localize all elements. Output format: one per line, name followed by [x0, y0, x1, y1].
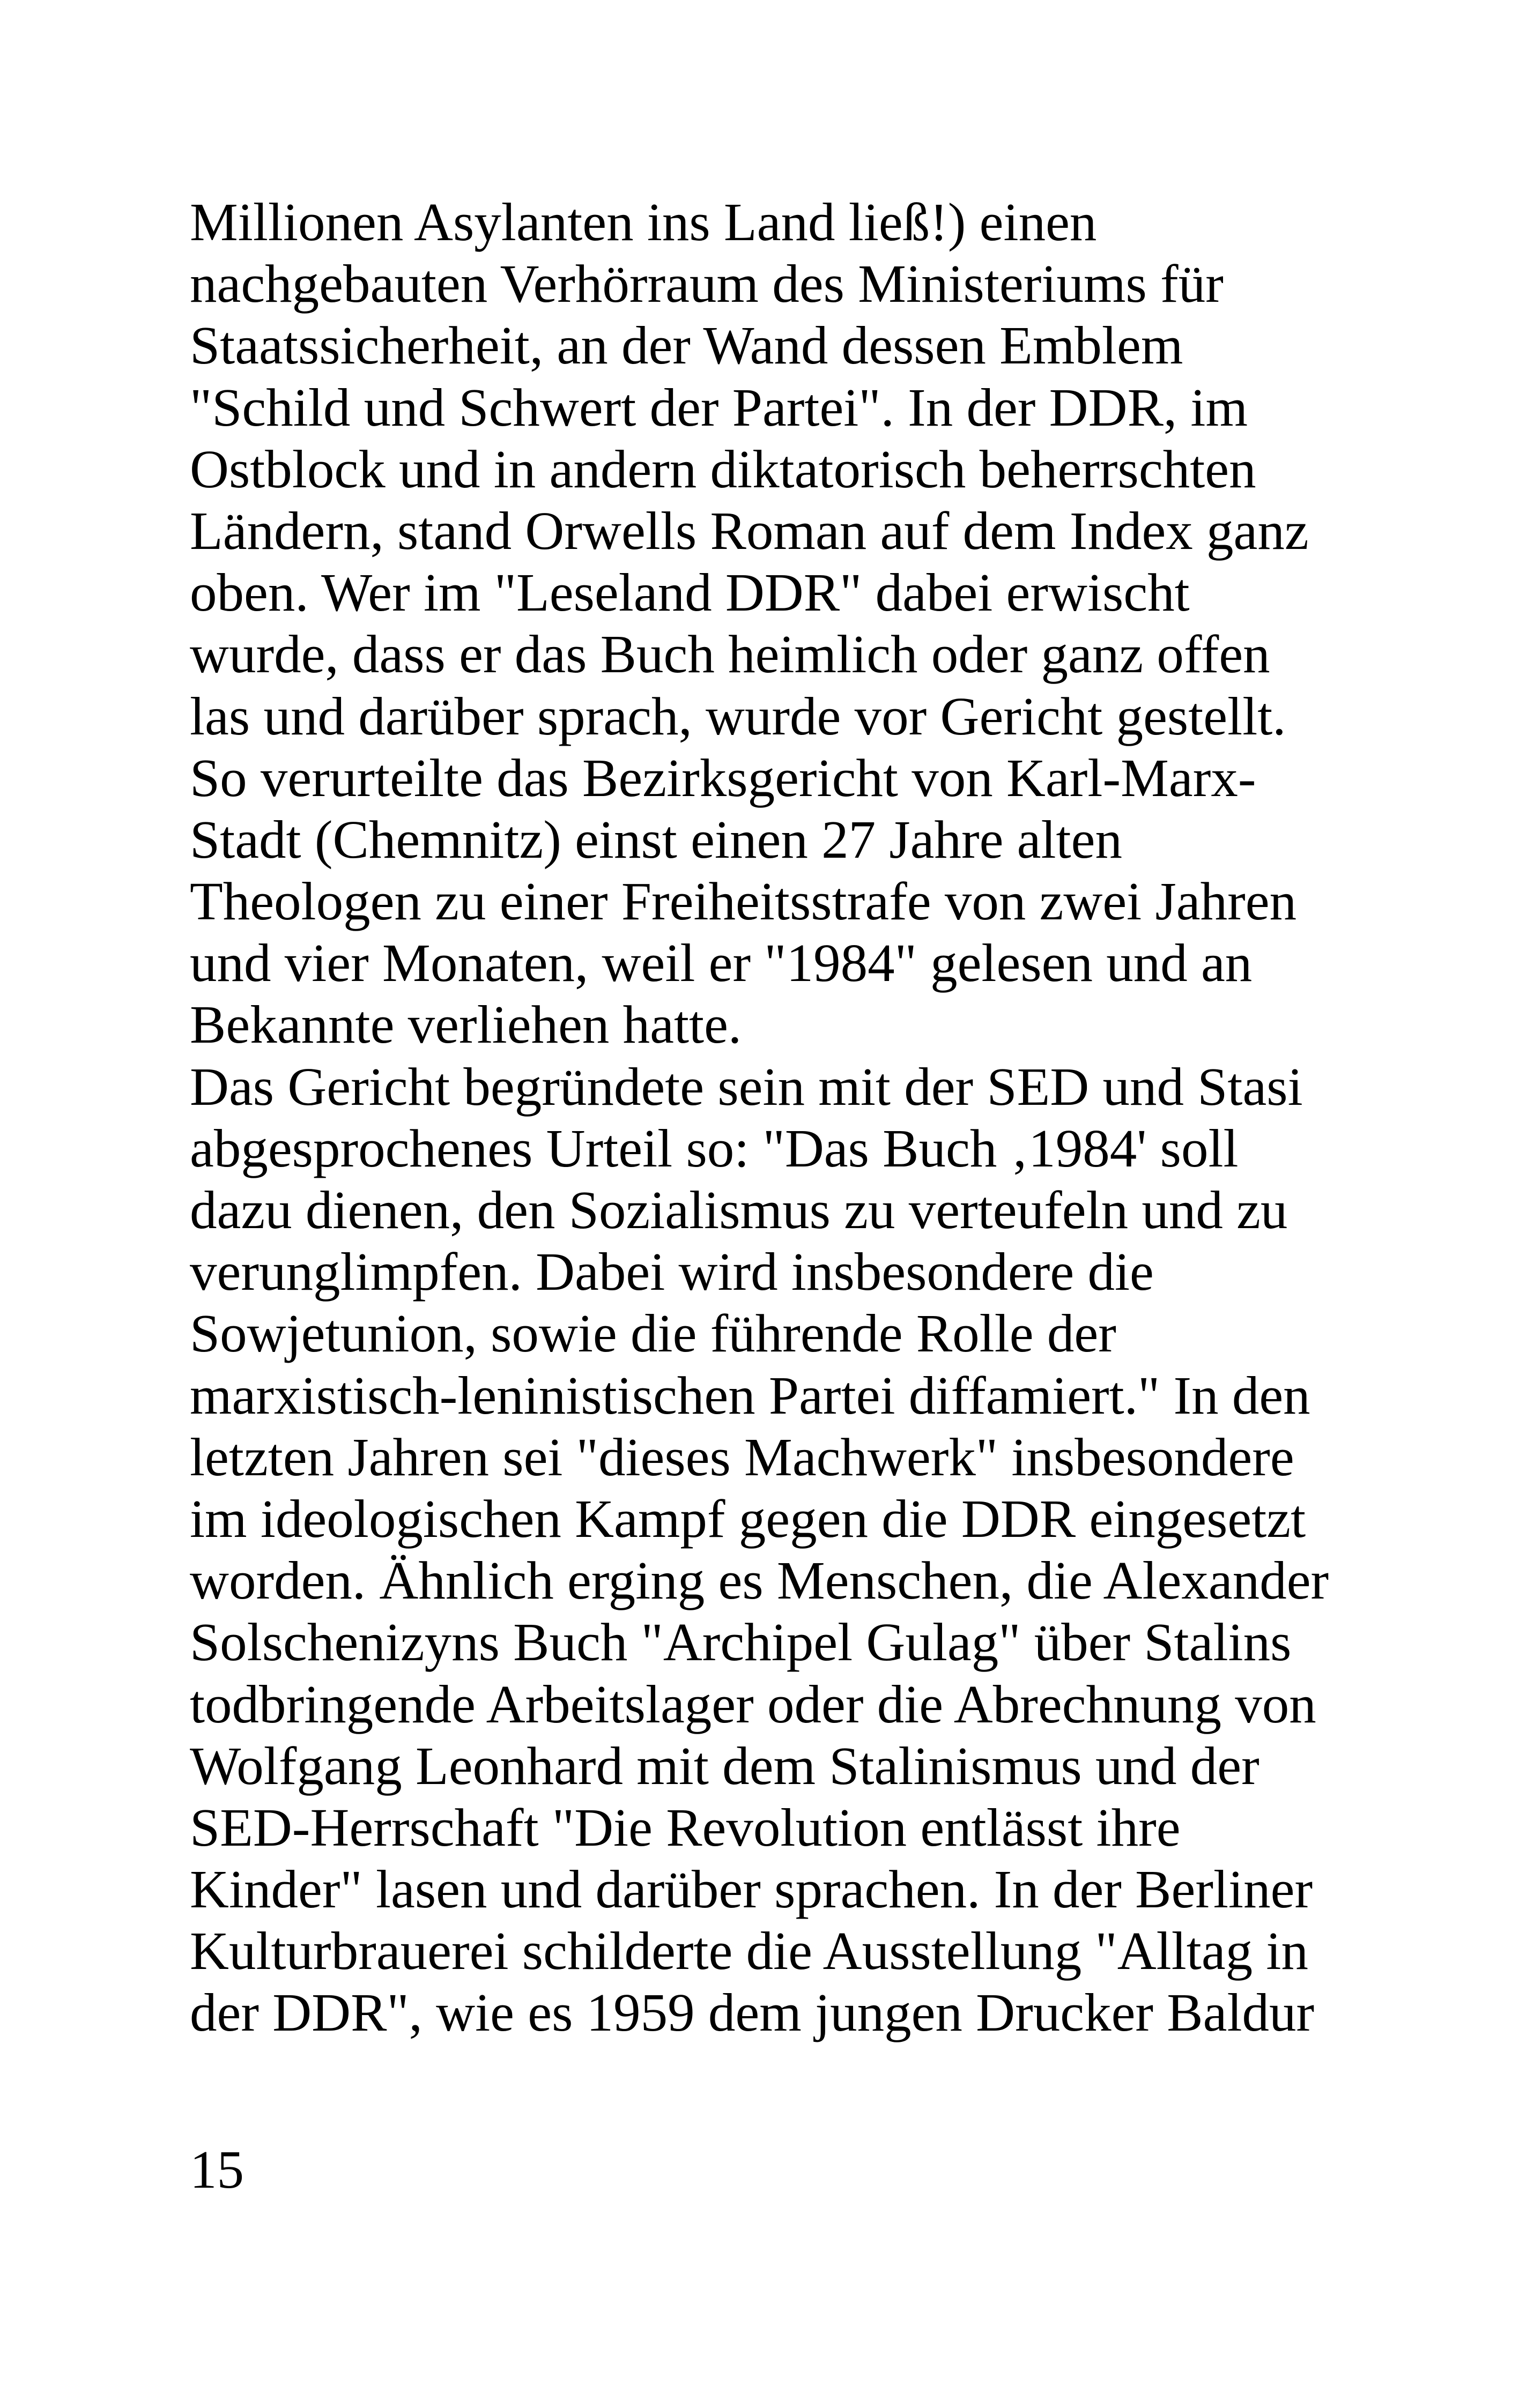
text-line: marxistisch-leninistischen Partei diffamiert." In den: [190, 1365, 1310, 1425]
text-line: abgesprochenes Urteil so: "Das Buch ‚1984' soll: [190, 1118, 1239, 1178]
text-line: "Schild und Schwert der Partei". In der DDR, im: [190, 377, 1248, 437]
text-line: oben. Wer im "Leseland DDR" dabei erwischt: [190, 562, 1190, 623]
text-line: worden. Ähnlich erging es Menschen, die Alexander: [190, 1550, 1329, 1611]
text-line: Ländern, stand Orwells Roman auf dem Index ganz: [190, 500, 1309, 561]
text-line: und vier Monaten, weil er "1984" gelesen und an: [190, 933, 1253, 993]
text-line: Kinder" lasen und darüber sprachen. In der Berliner: [190, 1859, 1313, 1920]
text-line: nachgebauten Verhörraum des Ministeriums für: [190, 254, 1224, 314]
text-line: Theologen zu einer Freiheitsstrafe von zwei Jahren: [190, 871, 1297, 932]
text-line: wurde, dass er das Buch heimlich oder ganz offen: [190, 624, 1270, 685]
text-line: der DDR", wie es 1959 dem jungen Drucker Baldur: [190, 1982, 1315, 2043]
page-number: 15: [190, 2139, 244, 2199]
text-line: Sowjetunion, sowie die führende Rolle der: [190, 1303, 1116, 1364]
text-line: las und darüber sprach, wurde vor Gericht gestellt.: [190, 686, 1286, 746]
text-line: Solschenizyns Buch "Archipel Gulag" über Stalins: [190, 1612, 1292, 1673]
body-text: [190, 191, 1369, 2044]
text-line: SED-Herrschaft "Die Revolution entlässt ihre: [190, 1797, 1181, 1857]
text-line: Wolfgang Leonhard mit dem Stalinismus und der: [190, 1735, 1259, 1796]
text-line: Ostblock und in andern diktatorisch beherrschten: [190, 439, 1256, 499]
text-line: todbringende Arbeitslager oder die Abrechnung von: [190, 1674, 1316, 1734]
text-line: Bekannte verliehen hatte.: [190, 994, 742, 1055]
text-line: So verurteilte das Bezirksgericht von Karl-Marx-: [190, 747, 1256, 808]
text-line: Staatssicherheit, an der Wand dessen Emblem: [190, 315, 1183, 376]
text-line: letzten Jahren sei "dieses Machwerk" insbesondere: [190, 1426, 1294, 1487]
text-line: dazu dienen, den Sozialismus zu verteufeln und zu: [190, 1180, 1288, 1240]
text-line: Kulturbrauerei schilderte die Ausstellung "Alltag in: [190, 1921, 1308, 1981]
text-line: im ideologischen Kampf gegen die DDR eingesetzt: [190, 1488, 1306, 1549]
text-line: Millionen Asylanten ins Land ließ!) einen: [190, 192, 1097, 252]
text-line: Das Gericht begründete sein mit der SED und Stasi: [190, 1056, 1303, 1117]
text-line: Stadt (Chemnitz) einst einen 27 Jahre alten: [190, 809, 1122, 869]
text-line: verunglimpfen. Dabei wird insbesondere die: [190, 1242, 1154, 1302]
